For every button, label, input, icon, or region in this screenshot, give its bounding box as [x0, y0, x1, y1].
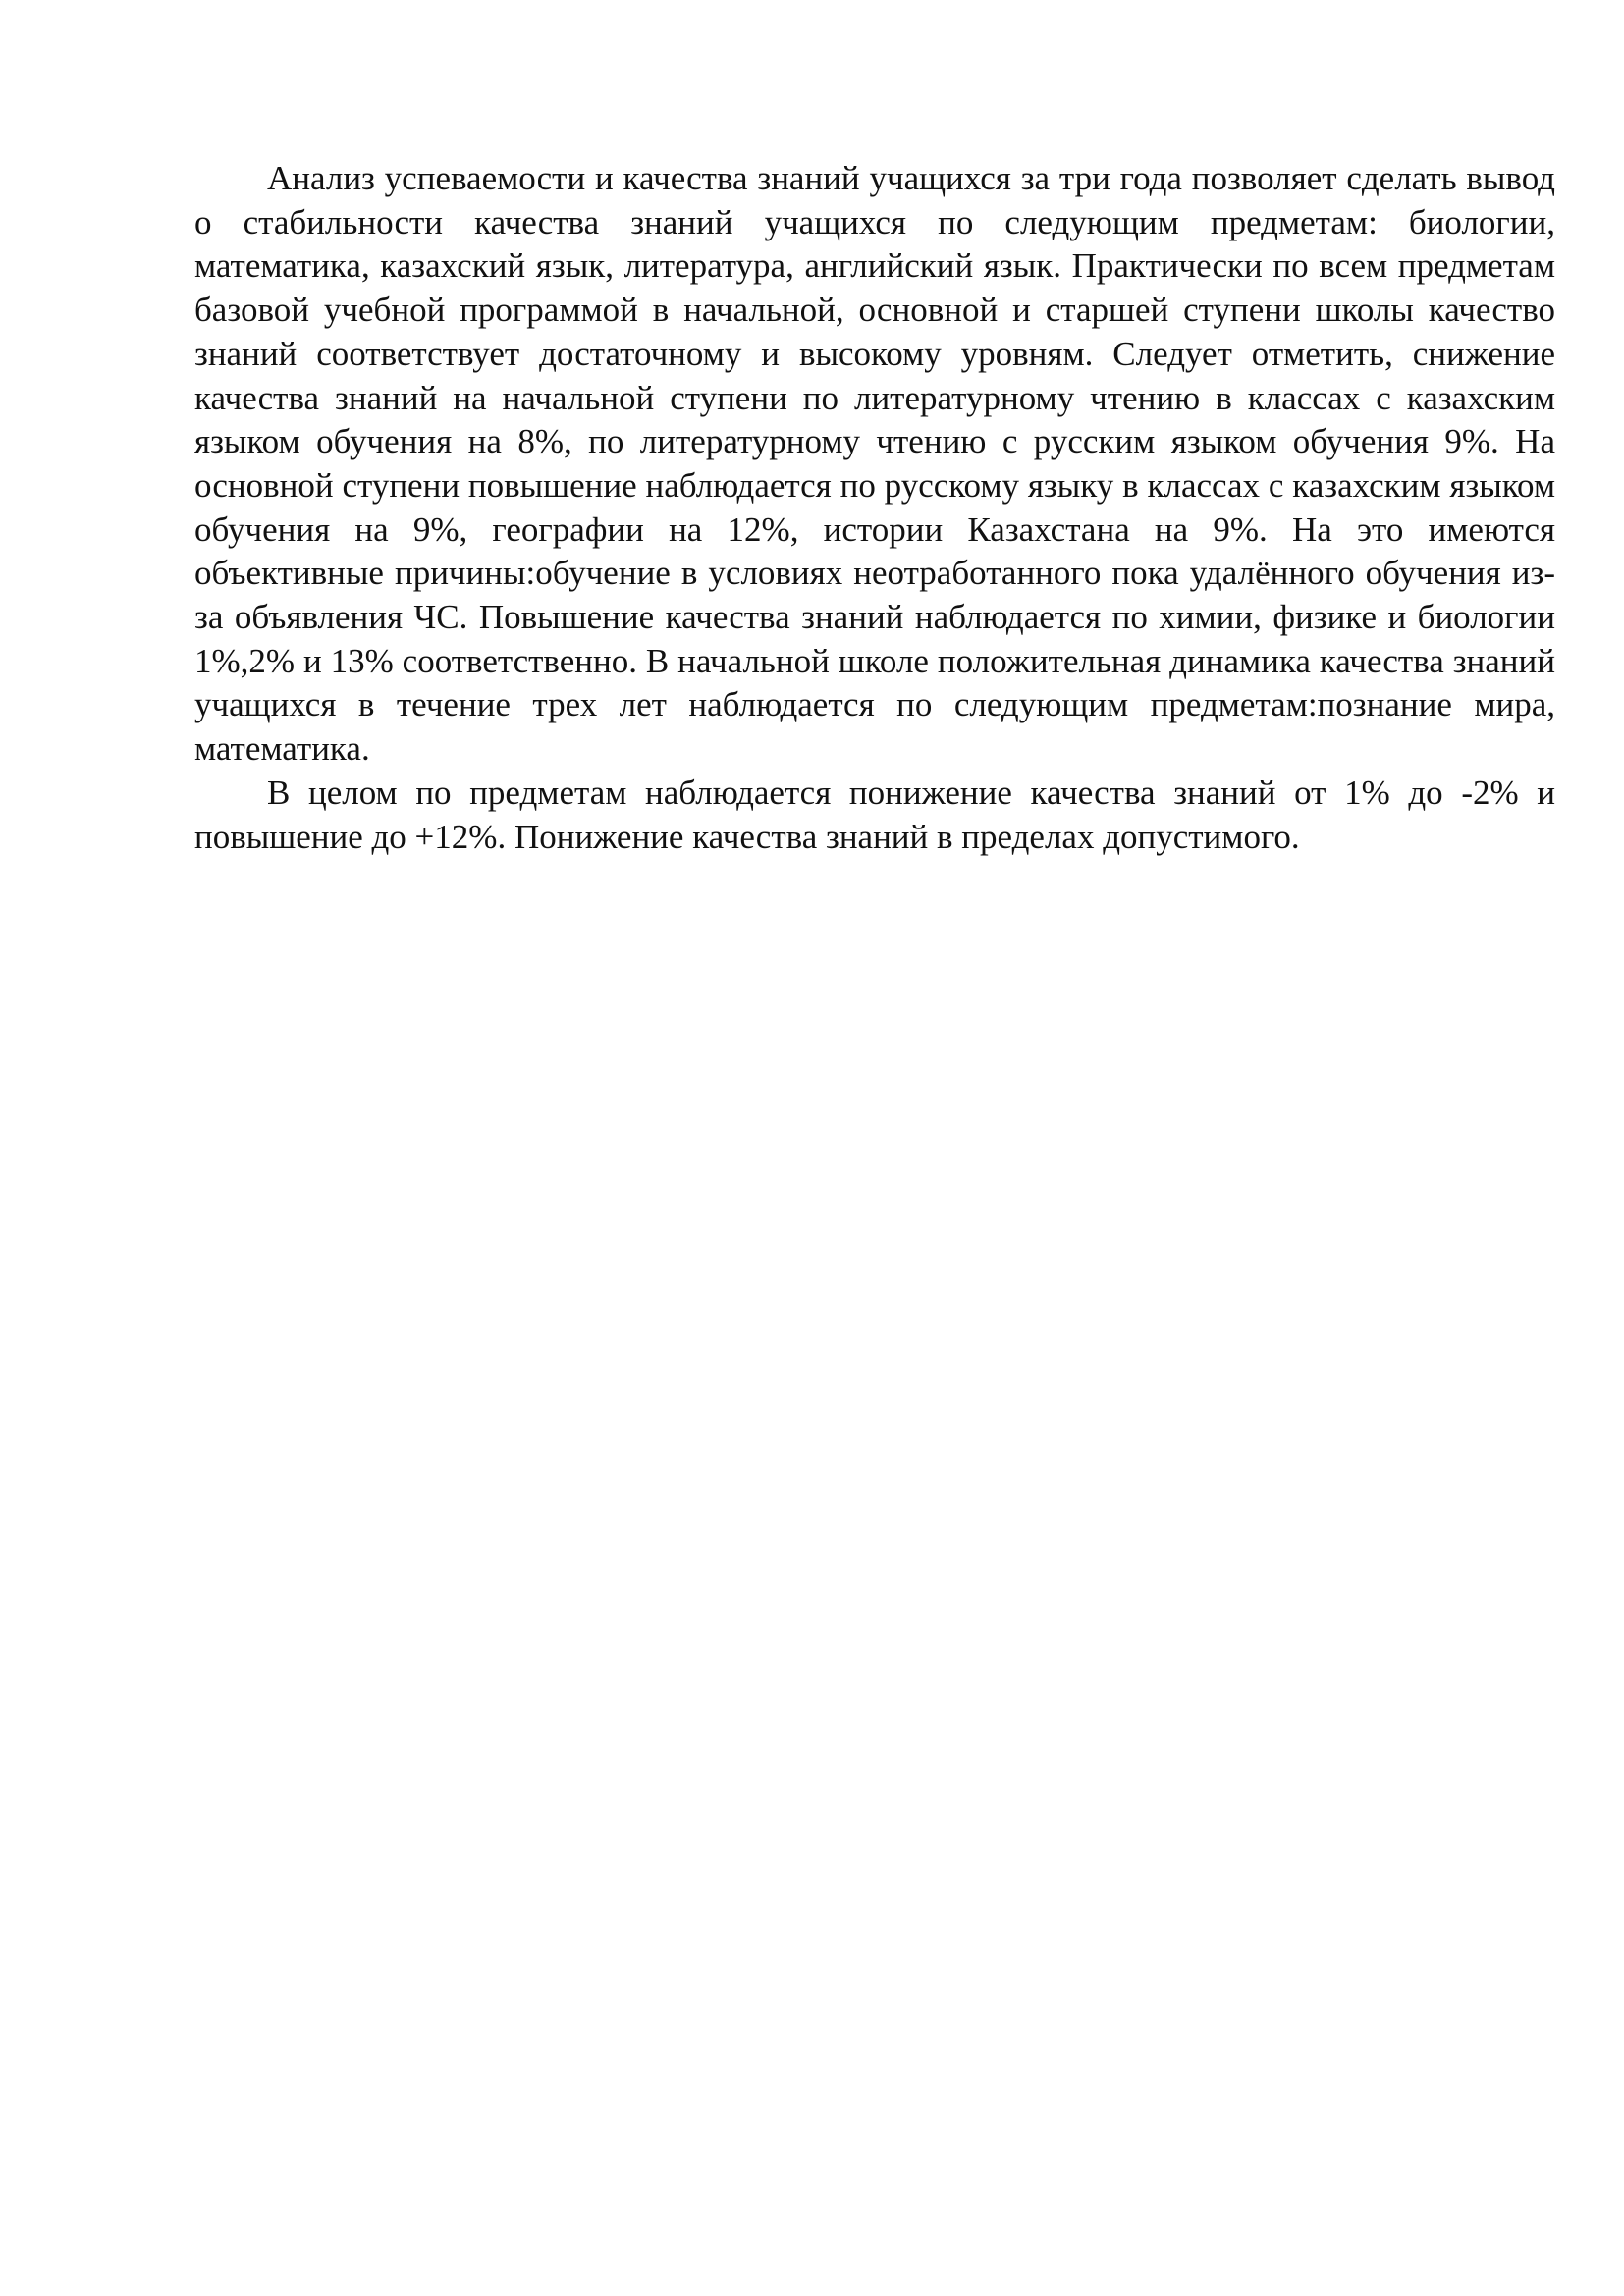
- paragraph-analysis: Анализ успеваемости и качества знаний учащихся за три года позволяет сделать вывод о стабильности качества знаний учащихся по следующим предметам: биологии, математика, казахский язык, литература, английский язык. Практически по всем предметам базовой учебной программой в начальной, основной и старшей ступени школы качество знаний соответствует достаточному и высокому уровням. Следует отметить, снижение качества знаний на начальной ступени по литературному чтению в классах с казахским языком обучения на 8%, по литературному чтению с русским языком обучения 9%. На основной ступени повышение наблюдается по русскому языку в классах с казахским языком обучения на 9%, географии на 12%, истории Казахстана на 9%. На это имеются объективные причины:обучение в условиях неотработанного пока удалённого обучения из-за объявления ЧС. Повышение качества знаний наблюдается по химии, физике и биологии 1%,2% и 13% соответственно. В начальной школе положительная динамика качества знаний учащихся в течение трех лет наблюдается по следующим предметам:познание мира, математика.: [194, 159, 1555, 769]
- paragraph-conclusion: В целом по предметам наблюдается понижение качества знаний от 1% до -2% и повышение до +12%. Понижение качества знаний в пределах допустимого.: [194, 773, 1555, 856]
- document-body: [194, 157, 1555, 859]
